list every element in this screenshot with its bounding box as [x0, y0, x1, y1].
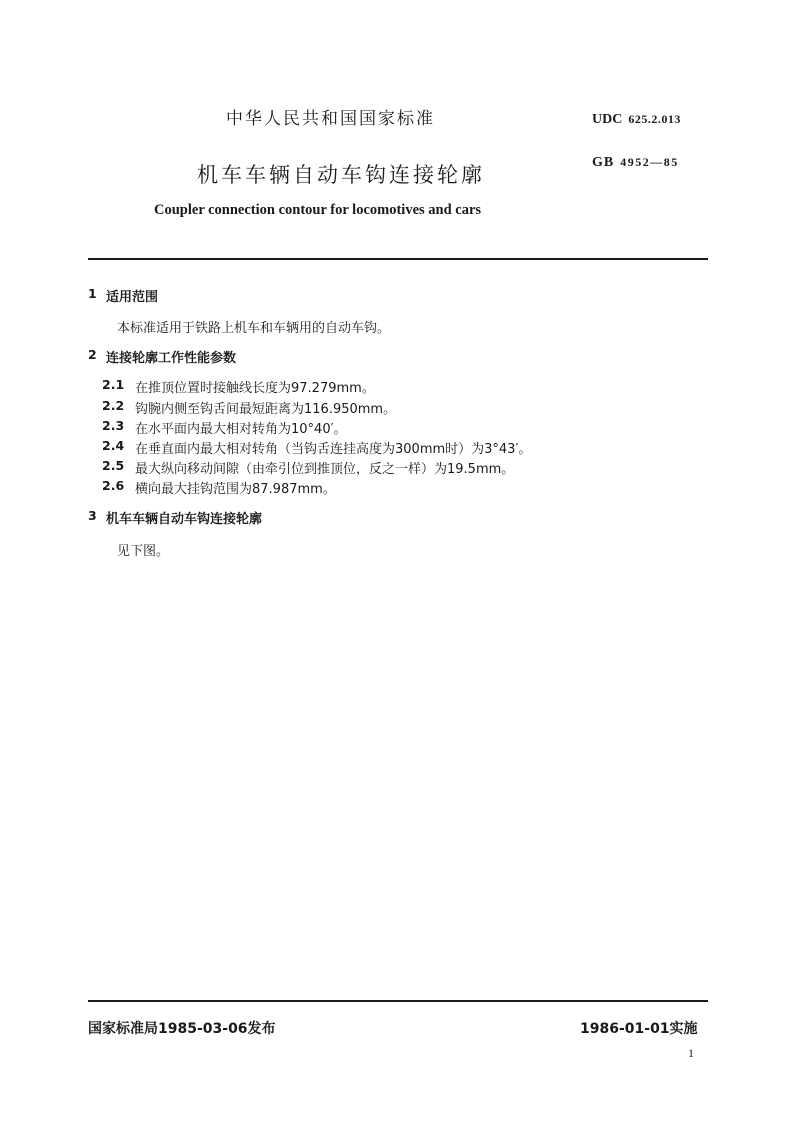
- item-2-5-number: 2.5: [102, 458, 125, 473]
- section-1-title: 适用范围: [106, 290, 159, 305]
- gb-label: GB: [592, 155, 615, 170]
- footer-divider: [88, 1000, 708, 1002]
- item-2-2-text: 钩腕内侧至钩舌间最短距离为116.950mm。: [135, 402, 397, 417]
- item-2-5-text: 最大纵向移动间隙（由牵引位到推顶位，反之一样）为19.5mm。: [135, 462, 515, 477]
- udc-label: UDC: [592, 112, 623, 127]
- gb-number: 4952—85: [620, 155, 679, 169]
- item-2-2-number: 2.2: [102, 398, 125, 413]
- document-title-cn: 机车车辆自动车钩连接轮廓: [197, 163, 485, 187]
- item-2-3-number: 2.3: [102, 418, 125, 433]
- issue-date: 国家标准局1985-03-06发布: [88, 1021, 276, 1037]
- item-2-6-text: 横向最大挂钩范围为87.987mm。: [135, 482, 336, 497]
- udc-number: 625.2.013: [628, 112, 681, 126]
- document-title-en: Coupler connection contour for locomotives and cars: [154, 202, 482, 218]
- section-3-paragraph: 见下图。: [117, 544, 170, 559]
- section-1-paragraph: 本标准适用于铁路上机车和车辆用的自动车钩。: [117, 321, 391, 336]
- section-2-title: 连接轮廓工作性能参数: [106, 351, 237, 366]
- section-2-number: 2: [88, 347, 97, 362]
- item-2-6-number: 2.6: [102, 478, 125, 493]
- header-divider: [88, 258, 708, 260]
- item-2-3-text: 在水平面内最大相对转角为10°40′。: [135, 422, 347, 437]
- udc-code: [592, 112, 681, 128]
- page-number: 1: [688, 1046, 694, 1060]
- item-2-1-text: 在推顶位置时接触线长度为97.279mm。: [135, 381, 375, 396]
- section-3-number: 3: [88, 508, 97, 523]
- item-2-4-number: 2.4: [102, 438, 125, 453]
- section-3-title: 机车车辆自动车钩连接轮廓: [106, 512, 263, 527]
- standard-category: 中华人民共和国国家标准: [226, 109, 435, 129]
- effective-date: 1986-01-01实施: [580, 1021, 698, 1037]
- gb-code: [592, 155, 679, 171]
- item-2-4-text: 在垂直面内最大相对转角（当钩舌连挂高度为300mm时）为3°43′。: [135, 442, 532, 457]
- section-1-number: 1: [88, 286, 97, 301]
- item-2-1-number: 2.1: [102, 377, 125, 392]
